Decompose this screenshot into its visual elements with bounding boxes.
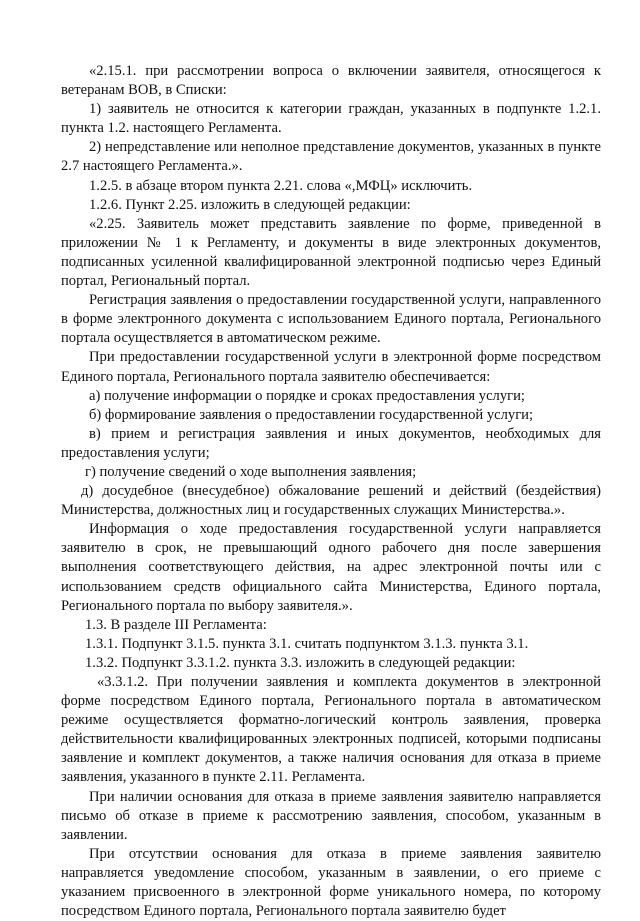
list-item-v: в) прием и регистрация заявления и иных документов, необходимых для предоставления услуги; [61,425,601,461]
list-item-b: б) формирование заявления о предоставлении государственной услуги; [89,406,534,423]
list-item-a: а) получение информации о порядке и сроках предоставления услуги; [89,387,525,404]
paragraph-1-2-6: 1.2.6. Пункт 2.25. изложить в следующей редакции: [89,196,411,213]
paragraph-refusal: При наличии основания для отказа в приеме заявления заявителю направляется письмо об отказе в приеме к рассмотрению заявления, способом, указанным в заявлении. [61,788,601,843]
paragraph-registration: Регистрация заявления о предоставлении государственной услуги, направленного в форме электронного документа с использованием Единого портала, Регионального портала осуществляется в автоматическом режиме. [61,292,601,347]
paragraph-information: Информация о ходе предоставления государственной услуги направляется заявителю в срок, не превышающий одного рабочего дня после завершения выполнения соответствующего действия, на адрес электронной почты или с использованием средств официального сайта Министерства, Единого портала, Регионального портала по выбору заявителя.». [61,521,601,614]
paragraph-1-3: 1.3. В разделе III Регламента: [85,616,267,633]
paragraph-1-3-1: 1.3.1. Подпункт 3.1.5. пункта 3.1. считать подпунктом 3.1.3. пункта 3.1. [85,635,529,652]
paragraph-1-2-5: 1.2.5. в абзаце втором пункта 2.21. слова «,МФЦ» исключить. [89,177,473,194]
list-item-g: г) получение сведений о ходе выполнения заявления; [85,463,417,480]
paragraph-item-2: 2) непредставление или неполное представление документов, указанных в пункте 2.7 настоящего Регламента.». [61,139,601,175]
document-body [61,62,601,921]
paragraph-item-1: 1) заявитель не относится к категории граждан, указанных в подпункте 1.2.1. пункта 1.2. настоящего Регламента. [61,101,601,137]
paragraph-no-refusal: При отсутствии основания для отказа в приеме заявления заявителю направляется уведомление способом, указанным в заявлении, о его приеме с указанием присвоенного в электронной форме уникального номера, по которому посредством Единого портала, Регионального портала заявителю будет [61,845,601,920]
paragraph-2-25: «2.25. Заявитель может представить заявление по форме, приведенной в приложении № 1 к Регламенту, и документы в виде электронных документов, подписанных усиленной квалифицированной электронной подписью через Единый портал, Региональный портал. [61,215,601,290]
paragraph-3-3-1-2: «3.3.1.2. При получении заявления и комплекта документов в электронной форме посредством Единого портала, Регионального портала в автоматическом режиме осуществляется форматно-логический контроль заявления, проверка действительности квалифицированных электронных подписей, которыми подписаны заявление и комплект документов, а также наличия основания для отказа в приеме заявления, указанного в пункте 2.11. Регламента. [61,674,601,786]
paragraph-electronic-form: При предоставлении государственной услуги в электронной форме посредством Единого портала, Регионального портала заявителю обеспечивается: [61,349,601,385]
list-item-d: д) досудебное (внесудебное) обжалование решений и действий (бездействия) Министерства, должностных лиц и государственных служащих Министерства.». [61,483,601,519]
paragraph-1-3-2: 1.3.2. Подпункт 3.3.1.2. пункта 3.3. изложить в следующей редакции: [85,654,516,671]
paragraph-2-15-1: «2.15.1. при рассмотрении вопроса о включении заявителя, относящегося к ветеранам ВОВ, в Списки: [61,63,601,99]
